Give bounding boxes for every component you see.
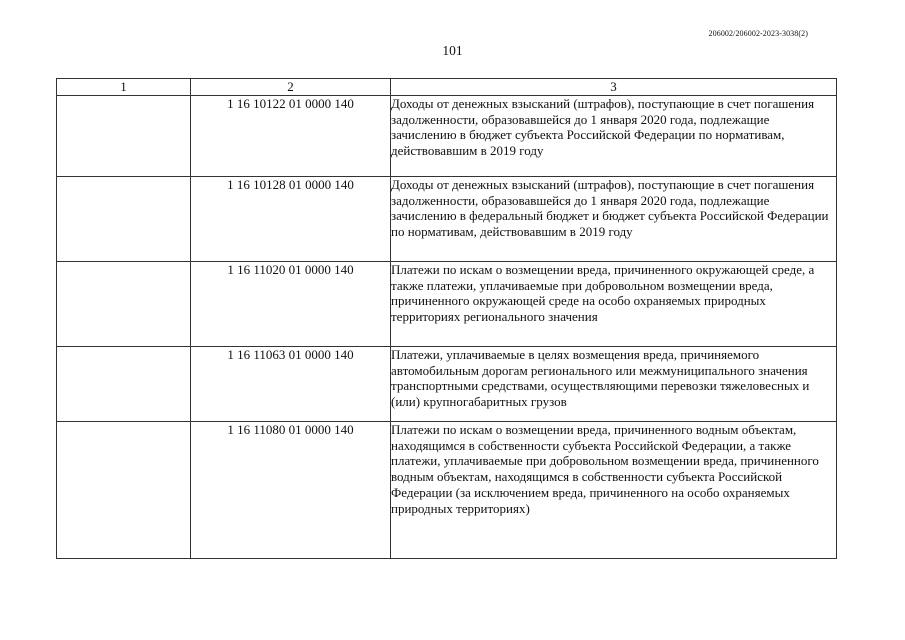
document-id: 206002/206002-2023-3038(2) bbox=[708, 29, 808, 38]
budget-code-cell: 1 16 11063 01 0000 140 bbox=[191, 347, 391, 422]
budget-code-cell: 1 16 10122 01 0000 140 bbox=[191, 96, 391, 177]
budget-code-cell: 1 16 11020 01 0000 140 bbox=[191, 262, 391, 347]
budget-code-cell: 1 16 10128 01 0000 140 bbox=[191, 177, 391, 262]
column-header-3: 3 bbox=[391, 79, 837, 96]
budget-code-cell: 1 16 11080 01 0000 140 bbox=[191, 422, 391, 559]
table-row bbox=[57, 422, 837, 559]
column-header-1: 1 bbox=[57, 79, 191, 96]
table-row bbox=[57, 262, 837, 347]
description-cell: Платежи по искам о возмещении вреда, причиненного окружающей среде, а также платежи, уплачиваемые при добровольном возмещении вреда, причиненного окружающей среде на особо охраняемых природных территориях регионального значения bbox=[391, 262, 837, 347]
table-row bbox=[57, 347, 837, 422]
column-header-2: 2 bbox=[191, 79, 391, 96]
row-col1-cell bbox=[57, 422, 191, 559]
budget-classification-table bbox=[56, 78, 837, 559]
row-col1-cell bbox=[57, 262, 191, 347]
page-number: 101 bbox=[442, 43, 463, 58]
table-row bbox=[57, 177, 837, 262]
row-col1-cell bbox=[57, 177, 191, 262]
row-col1-cell bbox=[57, 347, 191, 422]
description-cell: Доходы от денежных взысканий (штрафов), поступающие в счет погашения задолженности, образовавшейся до 1 января 2020 года, подлежащие зачислению в федеральный бюджет и бюджет субъекта Российской Федерации по нормативам, действовавшим в 2019 году bbox=[391, 177, 837, 262]
description-cell: Платежи по искам о возмещении вреда, причиненного водным объектам, находящимся в собственности субъекта Российской Федерации, а также платежи, уплачиваемые при добровольном возмещении вреда, причиненного водным объектам, находящимся в собственности субъекта Российской Федерации (за исключением вреда, причиненного на особо охраняемых природных территориях) bbox=[391, 422, 837, 559]
table-row bbox=[57, 96, 837, 177]
description-cell: Доходы от денежных взысканий (штрафов), поступающие в счет погашения задолженности, образовавшейся до 1 января 2020 года, подлежащие зачислению в бюджет субъекта Российской Федерации по нормативам, действовавшим в 2019 году bbox=[391, 96, 837, 177]
row-col1-cell bbox=[57, 96, 191, 177]
table-header-row bbox=[57, 79, 837, 96]
description-cell: Платежи, уплачиваемые в целях возмещения вреда, причиняемого автомобильным дорогам регионального или межмуниципального значения транспортными средствами, осуществляющими перевозки тяжеловесных и (или) крупногабаритных грузов bbox=[391, 347, 837, 422]
